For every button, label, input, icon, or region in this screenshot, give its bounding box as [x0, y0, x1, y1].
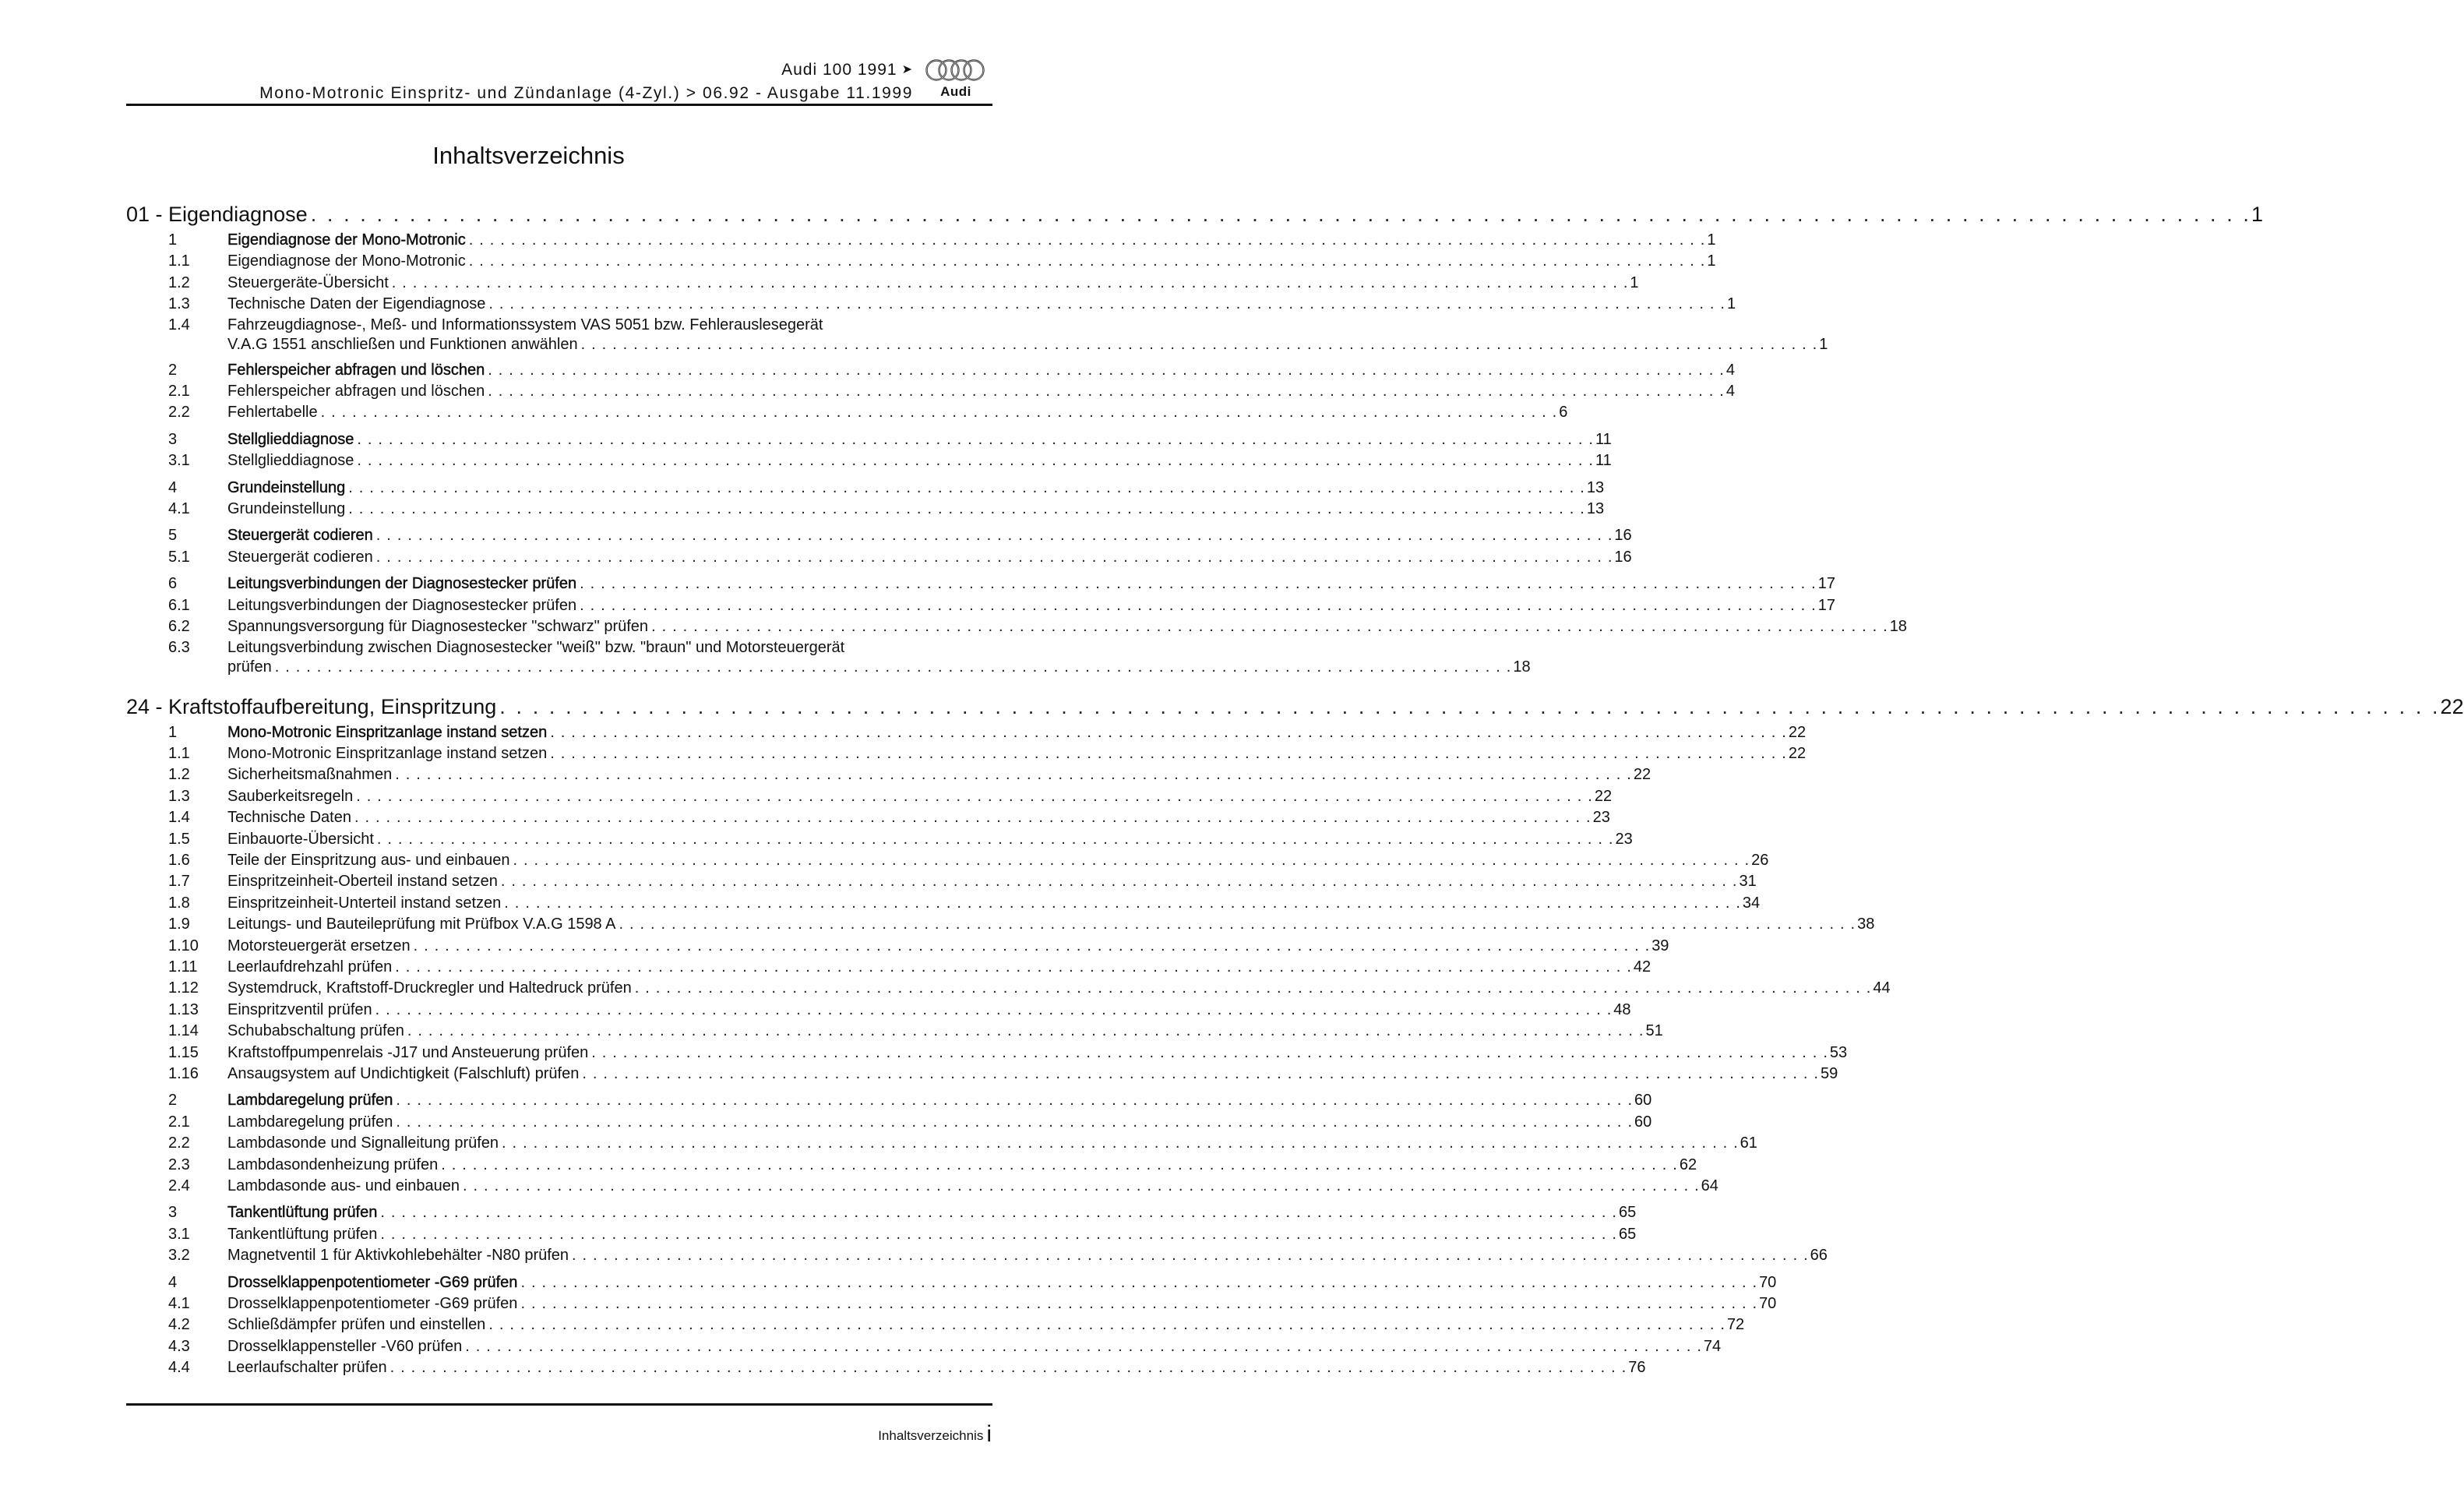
toc-section[interactable]: [126, 360, 1735, 381]
toc-subsection[interactable]: [126, 273, 1639, 294]
entry-page-number: 42: [1633, 958, 1651, 976]
toc-subsection[interactable]: [126, 1357, 1646, 1378]
entry-title: Fehlerspeicher abfragen und löschen: [227, 383, 485, 400]
entry-title: Schubabschaltung prüfen: [227, 1022, 404, 1040]
entry-number: 5: [168, 527, 178, 545]
entry-number: 1.10: [168, 937, 199, 954]
entry-number: 1: [168, 723, 178, 741]
toc-subsection[interactable]: [126, 807, 1610, 828]
toc-subsection[interactable]: [126, 1021, 1663, 1042]
dot-leader: [550, 722, 1786, 743]
entry-title: Leitungsverbindungen der Diagnosestecker prüfen: [227, 575, 577, 593]
entry-title: Technische Daten der Eigendiagnose: [227, 295, 486, 313]
toc-chapter[interactable]: [126, 691, 2464, 722]
audi-four-rings-icon: [924, 58, 988, 84]
entry-number: 1.2: [168, 273, 190, 291]
toc-subsection[interactable]: [126, 1043, 1848, 1064]
toc-subsection[interactable]: [126, 1245, 1828, 1266]
entry-page-number: 70: [1759, 1273, 1777, 1291]
entry-number: 3.2: [168, 1247, 190, 1265]
dot-leader: [375, 1000, 1612, 1021]
toc-subsection[interactable]: [126, 893, 1761, 914]
dot-leader: [376, 525, 1613, 546]
entry-page-number: 26: [1751, 851, 1769, 869]
entry-number: 3.1: [168, 452, 190, 470]
toc-subsection[interactable]: [126, 829, 1633, 850]
entry-page-number: 11: [1595, 452, 1612, 470]
dot-leader: [407, 1021, 1644, 1042]
entry-page-number: 51: [1645, 1022, 1663, 1040]
entry-number: 6.3: [168, 638, 190, 656]
arrow-right-icon: ➤: [901, 63, 913, 76]
toc-subsection[interactable]: [126, 251, 1716, 272]
dot-leader: [572, 1245, 1808, 1266]
entry-page-number: 13: [1586, 500, 1605, 518]
entry-page-number: 16: [1614, 527, 1632, 545]
entry-title: Leitungsverbindungen der Diagnosestecker prüfen: [227, 596, 577, 614]
toc-subsection[interactable]: [126, 850, 1769, 871]
entry-title: Eigendiagnose der Mono-Motronic: [227, 252, 466, 270]
entry-number: 4.3: [168, 1337, 190, 1355]
entry-page-number: 34: [1742, 894, 1761, 912]
entry-title: Stellglieddiagnose: [227, 452, 354, 470]
entry-title: Grundeinstellung: [227, 478, 346, 496]
dot-leader: [619, 914, 1855, 935]
toc-subsection[interactable]: [126, 1314, 1745, 1335]
entry-page-number: 11: [1595, 430, 1612, 448]
dot-leader: [395, 764, 1631, 785]
entry-title: Tankentlüftung prüfen: [227, 1204, 378, 1222]
entry-number: 1.14: [168, 1022, 199, 1040]
footer-section-title: Inhaltsverzeichnis: [878, 1428, 984, 1443]
chapter-page-number: 1: [2251, 203, 2263, 226]
toc-subsection[interactable]: [126, 871, 1757, 892]
entry-page-number: 1: [1726, 295, 1736, 313]
entry-number: 6: [168, 575, 178, 593]
entry-title: Stellglieddiagnose: [227, 430, 354, 448]
entry-title: Teile der Einspritzung aus- und einbauen: [227, 851, 510, 869]
entry-page-number: 4: [1726, 361, 1735, 379]
entry-number: 1.16: [168, 1065, 199, 1082]
entry-number: 3: [168, 1204, 178, 1222]
dot-leader: [582, 1064, 1818, 1085]
toc-section[interactable]: [126, 230, 1716, 251]
toc-subsection[interactable]: [126, 316, 1828, 355]
entry-title: V.A.G 1551 anschließen und Funktionen anwählen: [227, 335, 578, 353]
toc-section[interactable]: [126, 722, 1807, 743]
toc-subsection[interactable]: [126, 978, 1891, 999]
entry-number: 1.6: [168, 851, 190, 869]
audi-wordmark: Audi: [940, 84, 971, 99]
entry-title: Drosselklappensteller -V60 prüfen: [227, 1337, 463, 1355]
entry-number: 2.4: [168, 1177, 190, 1195]
entry-title: Sicherheitsmaßnahmen: [227, 766, 393, 784]
entry-number: 1.2: [168, 766, 190, 784]
dot-leader: [580, 573, 1816, 595]
dot-leader: [392, 273, 1628, 294]
toc-section[interactable]: [126, 429, 1612, 450]
entry-title: Mono-Motronic Einspritzanlage instand setzen: [227, 744, 548, 762]
entry-page-number: 53: [1829, 1043, 1848, 1061]
entry-number: 3: [168, 430, 178, 448]
dot-leader: [441, 1155, 1677, 1176]
entry-number: 1.7: [168, 873, 190, 891]
dot-leader: [499, 691, 2438, 722]
dot-leader: [488, 381, 1724, 402]
toc-subsection[interactable]: [126, 1293, 1777, 1314]
entry-page-number: 64: [1701, 1177, 1718, 1195]
dot-leader: [348, 478, 1585, 499]
entry-title: Lambdaregelung prüfen: [227, 1092, 393, 1110]
toc-subsection[interactable]: [126, 294, 1736, 315]
entry-page-number: 65: [1619, 1225, 1637, 1243]
entry-title-line1: Fahrzeugdiagnose-, Meß- und Informationssystem VAS 5051 bzw. Fehlerauslesegerät: [227, 316, 823, 333]
dot-leader: [465, 1336, 1701, 1357]
toc-subsection[interactable]: [126, 616, 1907, 637]
dot-leader: [396, 1112, 1632, 1133]
entry-page-number: 22: [1633, 766, 1651, 784]
entry-page-number: 13: [1586, 478, 1605, 496]
entry-number: 1.1: [168, 252, 190, 270]
toc-section[interactable]: [126, 573, 1835, 595]
entry-title: Drosselklappenpotentiometer -G69 prüfen: [227, 1295, 518, 1313]
header-divider: [126, 104, 992, 106]
toc-subsection[interactable]: [126, 1336, 1722, 1357]
entry-title: Einbauorte-Übersicht: [227, 830, 374, 848]
toc-subsection[interactable]: [126, 1112, 1652, 1133]
toc-subsection[interactable]: [126, 743, 1807, 764]
entry-page-number: 76: [1628, 1359, 1646, 1377]
entry-page-number: 23: [1615, 830, 1633, 848]
dot-leader: [354, 807, 1591, 828]
toc-subsection[interactable]: [126, 786, 1613, 807]
entry-number: 1.8: [168, 894, 190, 912]
entry-title: Leerlaufdrehzahl prüfen: [227, 958, 393, 976]
entry-title: Tankentlüftung prüfen: [227, 1225, 378, 1243]
entry-title: Drosselklappenpotentiometer -G69 prüfen: [227, 1273, 518, 1291]
dot-leader: [651, 616, 1888, 637]
entry-title: Motorsteuergerät ersetzen: [227, 937, 411, 954]
dot-leader: [396, 1090, 1632, 1111]
dot-leader: [357, 450, 1593, 471]
manual-subtitle: Mono-Motronic Einspritz- und Zündanlage (4-Zyl.) > 06.92 - Ausgabe 11.1999: [259, 84, 913, 102]
entry-title: Steuergerät codieren: [227, 527, 373, 545]
dot-leader: [348, 499, 1585, 520]
entry-page-number: 17: [1817, 575, 1835, 593]
entry-title: Leerlaufschalter prüfen: [227, 1359, 387, 1377]
toc-subsection[interactable]: [126, 595, 1835, 616]
toc-section[interactable]: [126, 1090, 1652, 1111]
dot-leader: [488, 360, 1724, 381]
dot-leader: [311, 199, 2249, 230]
dot-leader: [380, 1202, 1616, 1223]
entry-number: 1.4: [168, 316, 190, 333]
entry-number: 1.5: [168, 830, 190, 848]
entry-number: 1.3: [168, 295, 190, 313]
toc-section[interactable]: [126, 1202, 1637, 1223]
entry-title: Fehlerspeicher abfragen und löschen: [227, 361, 485, 379]
toc-subsection[interactable]: [126, 1133, 1757, 1154]
page-title: Inhaltsverzeichnis: [432, 142, 625, 169]
entry-page-number: 59: [1820, 1065, 1838, 1082]
entry-number: 2.2: [168, 1134, 190, 1152]
entry-page-number: 48: [1613, 1000, 1631, 1018]
footer-page-number: i: [986, 1421, 992, 1447]
entry-page-number: 1: [1630, 273, 1639, 291]
toc-section[interactable]: [126, 1272, 1777, 1293]
entry-page-number: 70: [1759, 1295, 1777, 1313]
entry-page-number: 16: [1614, 548, 1632, 566]
toc-section[interactable]: [126, 525, 1632, 546]
chapter-page-number: 22: [2440, 694, 2464, 718]
vehicle-model: [781, 61, 913, 79]
entry-title: Einspritzeinheit-Oberteil instand setzen: [227, 873, 498, 891]
dot-leader: [469, 230, 1705, 251]
dot-leader: [504, 893, 1740, 914]
toc-subsection[interactable]: [126, 381, 1735, 402]
entry-page-number: 22: [1788, 744, 1807, 762]
entry-page-number: 1: [1707, 252, 1716, 270]
entry-number: 1: [168, 231, 178, 249]
entry-number: 4: [168, 478, 178, 496]
entry-page-number: 66: [1810, 1247, 1828, 1265]
entry-number: 6.2: [168, 618, 190, 636]
entry-page-number: 65: [1619, 1204, 1637, 1222]
entry-number: 1.15: [168, 1043, 199, 1061]
dot-leader: [591, 1043, 1828, 1064]
dot-leader: [520, 1272, 1757, 1293]
toc-subsection[interactable]: [126, 1155, 1697, 1176]
toc-chapter[interactable]: [126, 199, 2263, 230]
toc-subsection[interactable]: [126, 638, 1531, 677]
dot-leader: [520, 1293, 1757, 1314]
entry-page-number: 18: [1513, 658, 1531, 676]
entry-title: Kraftstoffpumpenrelais -J17 und Ansteuerung prüfen: [227, 1043, 589, 1061]
entry-page-number: 6: [1559, 404, 1568, 422]
entry-title: Leitungs- und Bauteileprüfung mit Prüfbox V.A.G 1598 A: [227, 916, 616, 933]
entry-number: 1.9: [168, 916, 190, 933]
dot-leader: [469, 251, 1705, 272]
dot-leader: [581, 335, 1817, 355]
entry-title: prüfen: [227, 658, 272, 676]
entry-number: 1.12: [168, 979, 199, 997]
entry-number: 4.4: [168, 1359, 190, 1377]
toc-subsection[interactable]: [126, 957, 1651, 978]
entry-title: Lambdasondenheizung prüfen: [227, 1156, 439, 1173]
entry-page-number: 38: [1857, 916, 1875, 933]
entry-number: 6.1: [168, 596, 190, 614]
entry-number: 2: [168, 1092, 178, 1110]
entry-title: Lambdasonde und Signalleitung prüfen: [227, 1134, 499, 1152]
toc-subsection[interactable]: [126, 1064, 1838, 1085]
dot-leader: [275, 658, 1511, 677]
toc-subsection[interactable]: [126, 499, 1605, 520]
dot-leader: [357, 429, 1593, 450]
toc-subsection[interactable]: [126, 1000, 1631, 1021]
entry-title: Steuergeräte-Übersicht: [227, 273, 389, 291]
entry-title: Steuergerät codieren: [227, 548, 373, 566]
entry-title: Schließdämpfer prüfen und einstellen: [227, 1316, 486, 1334]
entry-page-number: 60: [1634, 1113, 1652, 1131]
dot-leader: [635, 978, 1871, 999]
entry-title-line1: Leitungsverbindung zwischen Diagnosestecker "weiß" bzw. "braun" und Motorsteuergerät: [227, 638, 845, 656]
entry-page-number: 44: [1873, 979, 1891, 997]
entry-number: 1.4: [168, 809, 190, 827]
audi-logo: [924, 58, 991, 104]
entry-number: 3.1: [168, 1225, 190, 1243]
entry-page-number: 22: [1594, 787, 1613, 805]
toc-subsection[interactable]: [126, 402, 1568, 423]
entry-number: 1.3: [168, 787, 190, 805]
toc-subsection[interactable]: [126, 936, 1669, 957]
dot-leader: [356, 786, 1592, 807]
entry-title: Fehlertabelle: [227, 404, 318, 422]
entry-page-number: 74: [1703, 1337, 1722, 1355]
entry-number: 1.13: [168, 1000, 199, 1018]
entry-title: Magnetventil 1 für Aktivkohlebehälter -N80 prüfen: [227, 1247, 569, 1265]
entry-title: Eigendiagnose der Mono-Motronic: [227, 231, 466, 249]
toc-section[interactable]: [126, 478, 1605, 499]
entry-number: 2.2: [168, 404, 190, 422]
entry-number: 1.1: [168, 744, 190, 762]
entry-page-number: 31: [1739, 873, 1757, 891]
table-of-contents: [126, 199, 2464, 1379]
entry-page-number: 1: [1819, 335, 1828, 353]
entry-number: 4.2: [168, 1316, 190, 1334]
vehicle-model-text: Audi 100 1991: [781, 61, 897, 79]
entry-title: Sauberkeitsregeln: [227, 787, 354, 805]
dot-leader: [380, 1224, 1616, 1245]
dot-leader: [463, 1176, 1699, 1197]
entry-page-number: 18: [1889, 618, 1907, 636]
entry-page-number: 61: [1740, 1134, 1757, 1152]
entry-page-number: 4: [1726, 383, 1735, 400]
chapter-title: 01 - Eigendiagnose: [126, 203, 308, 226]
entry-title: Ansaugsystem auf Undichtigkeit (Falschluft) prüfen: [227, 1065, 580, 1082]
entry-title: Spannungsversorgung für Diagnosestecker "schwarz" prüfen: [227, 618, 649, 636]
dot-leader: [414, 936, 1650, 957]
entry-number: 2.3: [168, 1156, 190, 1173]
entry-title: Systemdruck, Kraftstoff-Druckregler und Haltedruck prüfen: [227, 979, 632, 997]
entry-number: 5.1: [168, 548, 190, 566]
entry-title: Lambdasonde aus- und einbauen: [227, 1177, 460, 1195]
entry-page-number: 62: [1679, 1156, 1697, 1173]
dot-leader: [321, 402, 1557, 423]
entry-title: Lambdaregelung prüfen: [227, 1113, 393, 1131]
toc-subsection[interactable]: [126, 1176, 1718, 1197]
entry-page-number: 1: [1707, 231, 1716, 249]
chapter-title: 24 - Kraftstoffaufbereitung, Einspritzung: [126, 694, 497, 718]
entry-number: 2: [168, 361, 178, 379]
dot-leader: [377, 829, 1613, 850]
entry-number: 4.1: [168, 500, 190, 518]
toc-subsection[interactable]: [126, 547, 1632, 568]
entry-title: Mono-Motronic Einspritzanlage instand setzen: [227, 723, 548, 741]
dot-leader: [488, 294, 1725, 315]
dot-leader: [502, 1133, 1738, 1154]
toc-subsection[interactable]: [126, 450, 1612, 471]
entry-page-number: 60: [1634, 1092, 1652, 1110]
page-footer: [878, 1421, 992, 1448]
entry-number: 2.1: [168, 1113, 190, 1131]
entry-title: Technische Daten: [227, 809, 351, 827]
entry-number: 4: [168, 1273, 178, 1291]
entry-page-number: 72: [1726, 1316, 1745, 1334]
entry-title: Einspritzeinheit-Unterteil instand setzen: [227, 894, 502, 912]
toc-subsection[interactable]: [126, 914, 1875, 935]
dot-leader: [376, 547, 1613, 568]
entry-title: Einspritzventil prüfen: [227, 1000, 372, 1018]
entry-page-number: 17: [1817, 596, 1835, 614]
toc-subsection[interactable]: [126, 1224, 1637, 1245]
dot-leader: [488, 1314, 1725, 1335]
dot-leader: [550, 743, 1786, 764]
entry-number: 2.1: [168, 383, 190, 400]
page-header: [126, 58, 992, 106]
entry-page-number: 22: [1788, 723, 1807, 741]
footer-divider: [126, 1403, 992, 1406]
entry-number: 4.1: [168, 1295, 190, 1313]
dot-leader: [501, 871, 1737, 892]
dot-leader: [390, 1357, 1627, 1378]
dot-leader: [580, 595, 1816, 616]
entry-page-number: 39: [1651, 937, 1669, 954]
entry-page-number: 23: [1592, 809, 1610, 827]
entry-number: 1.11: [168, 958, 198, 976]
dot-leader: [513, 850, 1749, 871]
dot-leader: [395, 957, 1631, 978]
toc-subsection[interactable]: [126, 764, 1651, 785]
entry-title: Grundeinstellung: [227, 500, 346, 518]
